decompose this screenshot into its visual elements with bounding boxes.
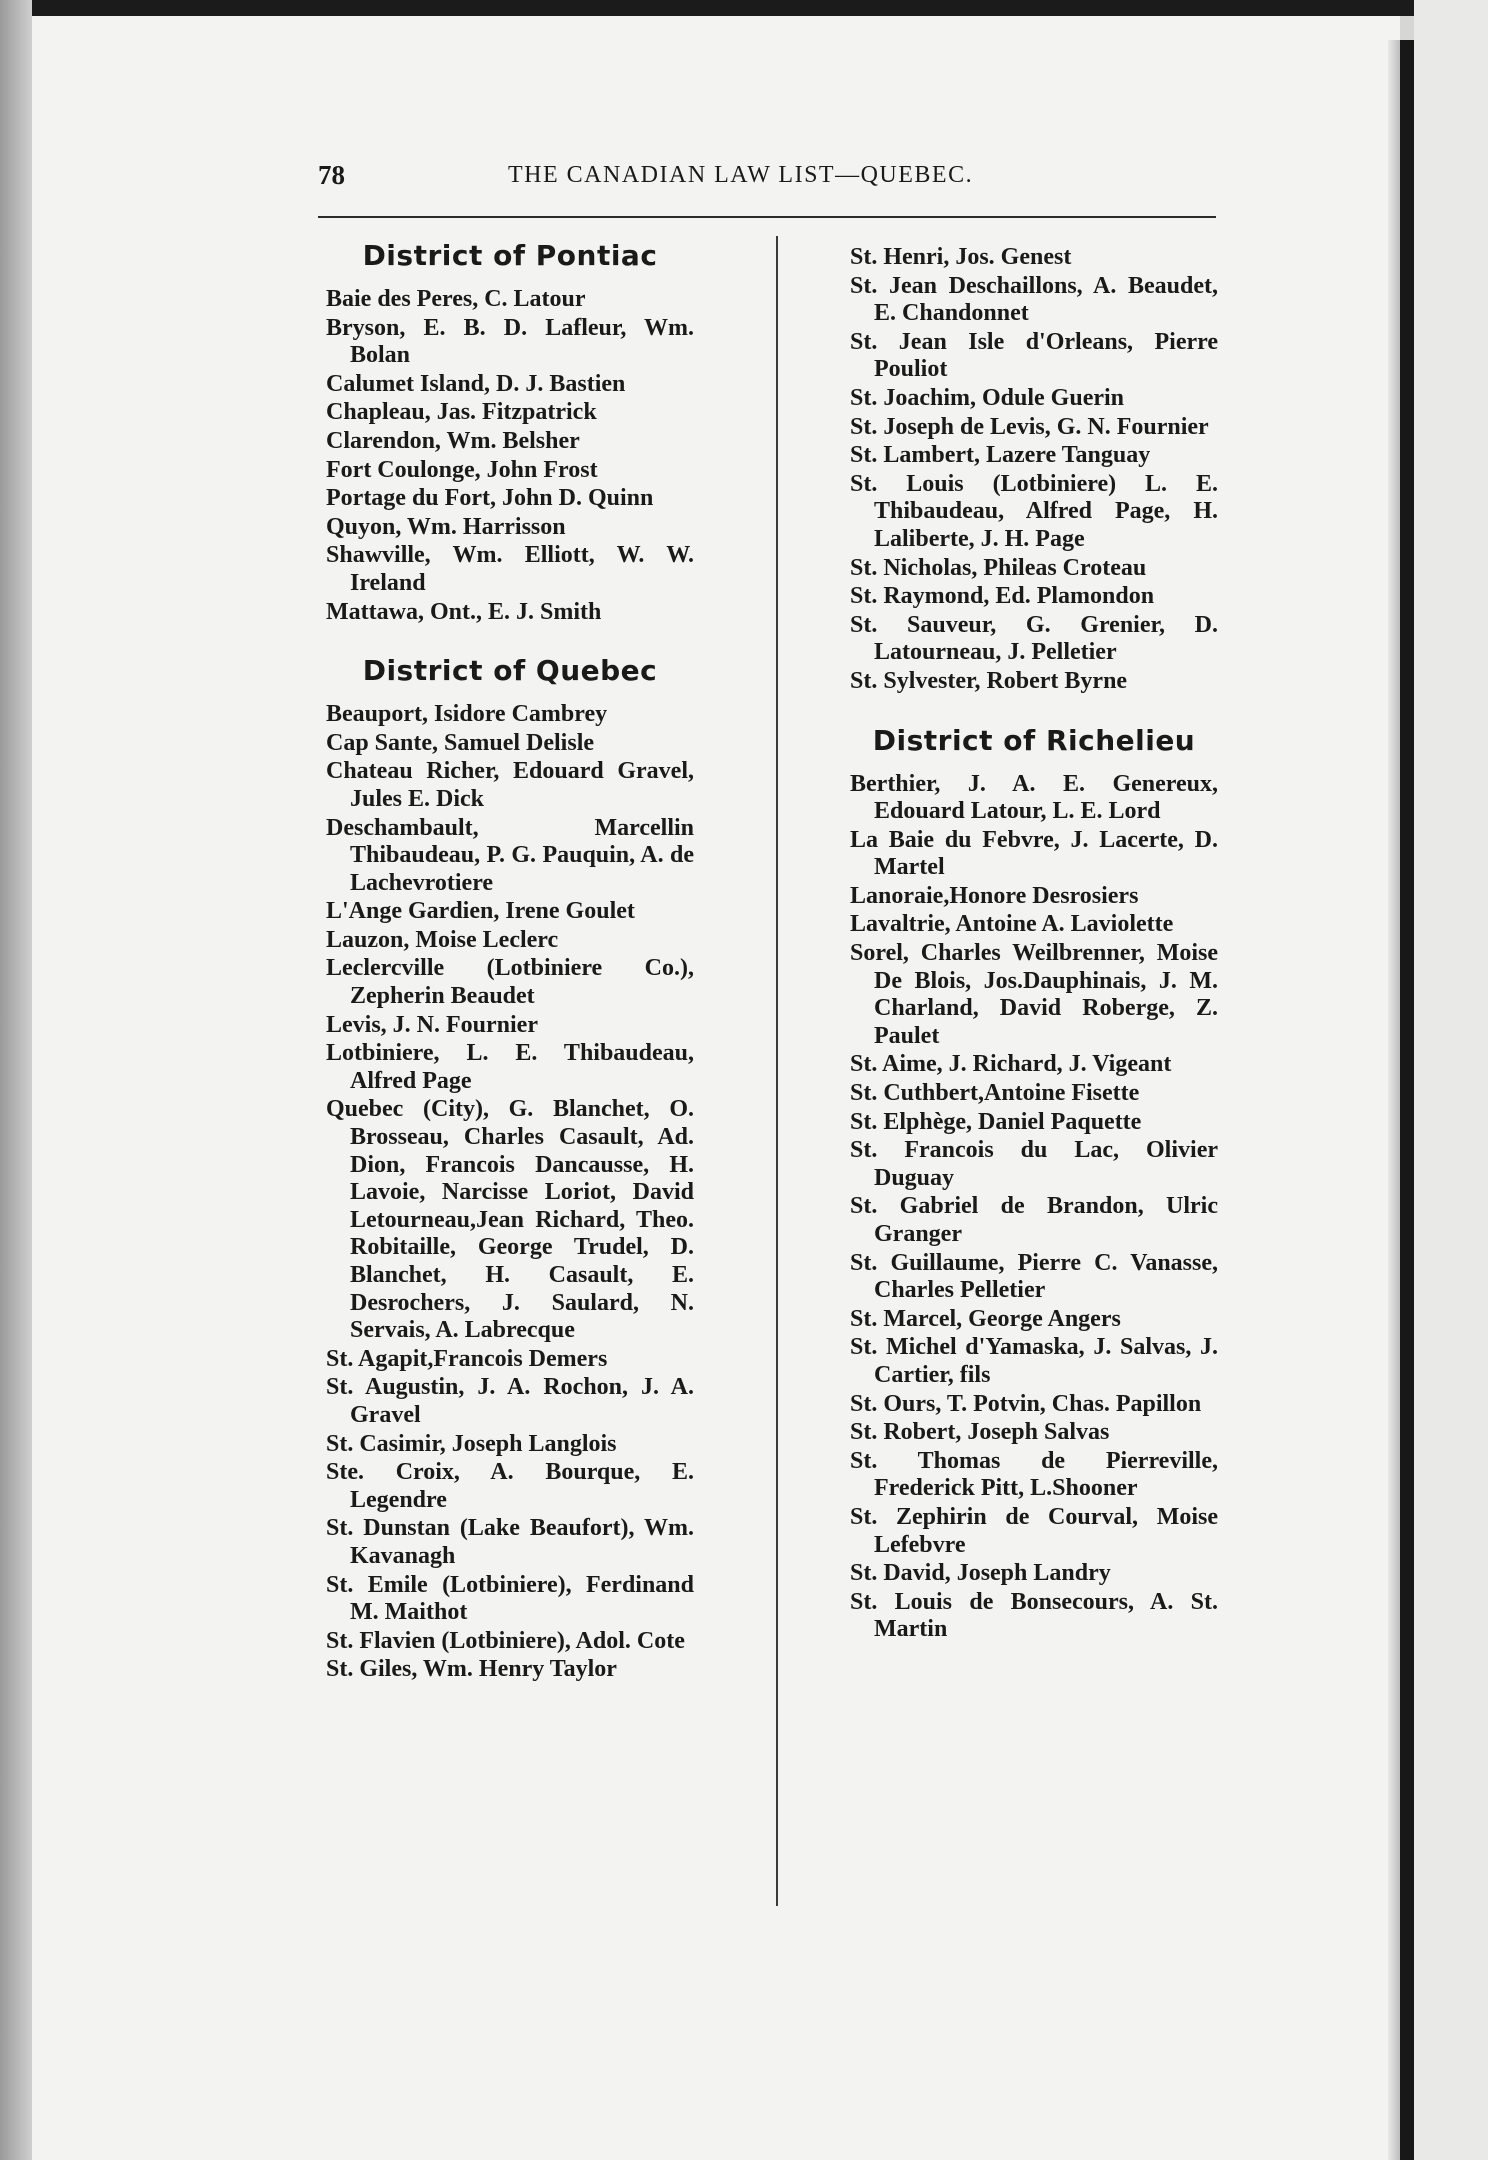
directory-entry: St. Lambert, Lazere Tanguay [850, 442, 1151, 469]
directory-entry: Sorel, Charles Weilbrenner, Moise De Blois, Jos.Dauphinais, J. M. Charland, David Roberge, Z. Paulet [850, 940, 1218, 1049]
header-rule [318, 216, 1216, 218]
directory-entry: St. Guillaume, Pierre C. Vanasse, Charles Pelletier [850, 1249, 1218, 1304]
directory-entry: St. Michel d'Yamaska, J. Salvas, J. Cartier, fils [850, 1334, 1218, 1388]
directory-entry: Levis, J. N. Fournier [326, 1011, 538, 1038]
directory-entry: Lotbiniere, L. E. Thibaudeau, Alfred Page [326, 1040, 694, 1094]
directory-entry: Fort Coulonge, John Frost [326, 456, 598, 483]
district-title-quebec: District of Quebec [362, 654, 658, 688]
directory-entry: St. Raymond, Ed. Plamondon [850, 583, 1155, 610]
directory-entry: Lanoraie,Honore Desrosiers [850, 882, 1139, 909]
richelieu-entries [850, 771, 1218, 1644]
page-header [318, 160, 1216, 200]
directory-entry: L'Ange Gardien, Irene Goulet [326, 898, 635, 925]
directory-entry: St. Henri, Jos. Genest [850, 244, 1072, 270]
directory-entry: St. Joachim, Odule Guerin [850, 384, 1125, 411]
scan-top-edge [0, 0, 1488, 16]
directory-entry: St. Flavien (Lotbiniere), Adol. Cote [326, 1627, 685, 1654]
directory-entry: St. Louis (Lotbiniere) L. E. Thibaudeau, Alfred Page, H. Laliberte, J. H. Page [850, 470, 1218, 552]
directory-entry: Baie des Peres, C. Latour [326, 286, 586, 312]
directory-entry: Portage du Fort, John D. Quinn [326, 485, 654, 512]
scan-right-edge [1400, 40, 1414, 2160]
directory-entry: St. Dunstan (Lake Beaufort), Wm. Kavanagh [326, 1515, 694, 1569]
directory-entry: St. Augustin, J. A. Rochon, J. A. Gravel [326, 1374, 694, 1428]
directory-entry: Chateau Richer, Edouard Gravel, Jules E. Dick [326, 758, 694, 812]
page-gutter-shadow [1388, 40, 1400, 2160]
directory-entry: Deschambault, Marcellin Thibaudeau, P. G. Pauquin, A. de Lachevrotiere [326, 814, 694, 896]
directory-entry: St. Agapit,Francois Demers [326, 1345, 608, 1372]
directory-entry: St. Cuthbert,Antoine Fisette [850, 1080, 1140, 1107]
directory-entry: Cap Sante, Samuel Delisle [326, 729, 595, 756]
quebec-entries [326, 701, 694, 1684]
next-page-edge [1414, 0, 1488, 2160]
directory-entry: Leclercville (Lotbiniere Co.), Zepherin Beaudet [326, 955, 694, 1010]
directory-entry: St. Joseph de Levis, G. N. Fournier [850, 413, 1209, 440]
directory-entry: St. Jean Deschaillons, A. Beaudet, E. Chandonnet [850, 272, 1218, 327]
directory-entry: Ste. Croix, A. Bourque, E. Legendre [326, 1459, 694, 1513]
directory-entry: Chapleau, Jas. Fitzpatrick [326, 399, 597, 426]
district-title-richelieu: District of Richelieu [872, 723, 1196, 757]
directory-entry: St. Gabriel de Brandon, Ulric Granger [850, 1193, 1218, 1247]
directory-entry: St. Ours, T. Potvin, Chas. Papillon [850, 1390, 1202, 1417]
quebec-continued-entries [850, 244, 1218, 696]
directory-entry: Calumet Island, D. J. Bastien [326, 370, 626, 397]
directory-entry: St. Jean Isle d'Orleans, Pierre Pouliot [850, 328, 1218, 383]
directory-entry: St. Zephirin de Courval, Moise Lefebvre [850, 1503, 1218, 1558]
directory-entry: St. Aime, J. Richard, J. Vigeant [850, 1051, 1172, 1078]
directory-entry: Beauport, Isidore Cambrey [326, 701, 608, 728]
directory-entry: Mattawa, Ont., E. J. Smith [326, 598, 602, 625]
running-title: THE CANADIAN LAW LIST—QUEBEC. [508, 162, 974, 188]
left-column [326, 238, 694, 1685]
directory-entry: St. Sylvester, Robert Byrne [850, 667, 1128, 694]
directory-entry: Quyon, Wm. Harrisson [326, 513, 566, 540]
directory-entry: St. Thomas de Pierreville, Frederick Pitt, L.Shooner [850, 1447, 1218, 1502]
right-column [850, 244, 1218, 1645]
directory-entry: St. Emile (Lotbiniere), Ferdinand M. Maithot [326, 1571, 694, 1626]
directory-entry: St. Robert, Joseph Salvas [850, 1419, 1110, 1446]
directory-entry: Lauzon, Moise Leclerc [326, 926, 559, 953]
directory-entry: St. David, Joseph Landry [850, 1560, 1111, 1587]
directory-entry: St. Marcel, George Angers [850, 1305, 1121, 1332]
directory-entry: Bryson, E. B. D. Lafleur, Wm. Bolan [326, 314, 694, 369]
directory-entry: Quebec (City), G. Blanchet, O. Brosseau, Charles Casault, Ad. Dion, Francois Dancausse, H. Lavoie, Narcisse Loriot, David Letourneau,Jean Richard, Theo. Robitaille, George Trudel, D. Blanchet, H. Casault, E. Desrochers, J. Saulard, N. Servais, A. Labrecque [326, 1096, 694, 1344]
directory-entry: La Baie du Febvre, J. Lacerte, D. Martel [850, 826, 1218, 881]
directory-entry: Shawville, Wm. Elliott, W. W. Ireland [326, 542, 694, 596]
directory-entry: Clarendon, Wm. Belsher [326, 427, 580, 454]
directory-entry: St. Sauveur, G. Grenier, D. Latourneau, J. Pelletier [850, 611, 1218, 666]
scan-left-edge [0, 0, 32, 2160]
directory-entry: St. Casimir, Joseph Langlois [326, 1430, 617, 1457]
directory-entry: St. Nicholas, Phileas Croteau [850, 554, 1147, 581]
pontiac-entries [326, 286, 694, 626]
directory-entry: St. Francois du Lac, Olivier Duguay [850, 1137, 1218, 1191]
directory-entry: St. Louis de Bonsecours, A. St. Martin [850, 1588, 1218, 1643]
page-number: 78 [318, 160, 345, 190]
district-title-pontiac: District of Pontiac [362, 239, 658, 272]
directory-entry: St. Elphège, Daniel Paquette [850, 1108, 1142, 1135]
directory-entry: Lavaltrie, Antoine A. Laviolette [850, 911, 1174, 938]
directory-entry: Berthier, J. A. E. Genereux, Edouard Latour, L. E. Lord [850, 770, 1218, 825]
directory-entry: St. Giles, Wm. Henry Taylor [326, 1656, 617, 1683]
column-divider [776, 236, 778, 1906]
